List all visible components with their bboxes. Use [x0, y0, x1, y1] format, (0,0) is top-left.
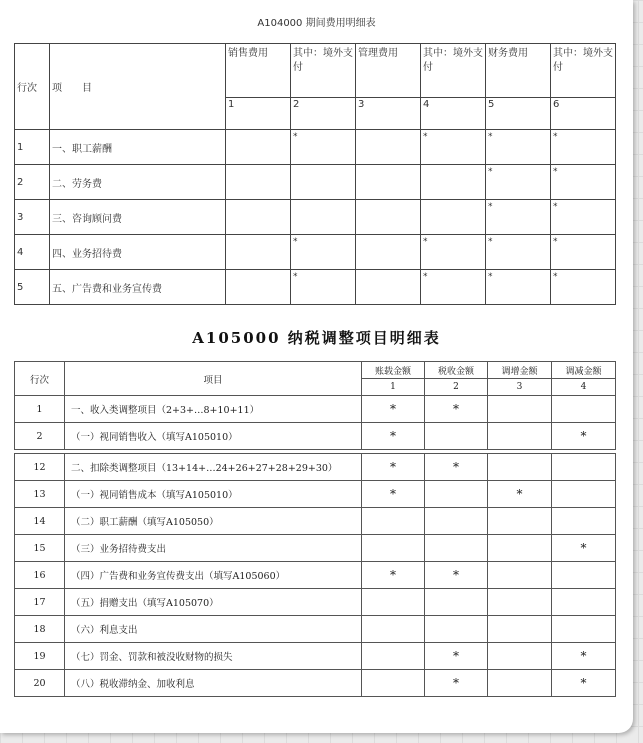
header-decrease-amount: 调减金额 — [552, 362, 616, 379]
header-admin: 管理费用 — [356, 44, 421, 98]
value-cell — [356, 200, 421, 235]
item-cell: （六）利息支出 — [65, 616, 362, 643]
row-number-cell: 13 — [15, 481, 65, 508]
row-number-cell: 19 — [15, 643, 65, 670]
table-row — [15, 643, 616, 670]
value-cell — [425, 535, 488, 562]
value-cell: * — [362, 562, 425, 589]
value-cell: * — [486, 165, 551, 200]
value-cell — [488, 508, 552, 535]
header-row-no: 行次 — [15, 44, 50, 130]
item-cell: 三、咨询顾问费 — [50, 200, 226, 235]
table1-title: A104000 期间费用明细表 — [257, 18, 376, 29]
value-cell — [488, 454, 552, 481]
value-cell — [356, 270, 421, 305]
value-cell — [291, 165, 356, 200]
value-cell: * — [551, 235, 616, 270]
value-cell — [356, 165, 421, 200]
value-cell: * — [362, 481, 425, 508]
value-cell: * — [552, 670, 616, 697]
value-cell: * — [291, 270, 356, 305]
row-number-cell: 14 — [15, 508, 65, 535]
row-number-cell: 1 — [15, 130, 50, 165]
tax-adjustment-table — [14, 361, 616, 697]
row-number-cell: 2 — [15, 423, 65, 450]
value-cell: * — [551, 130, 616, 165]
value-cell — [552, 616, 616, 643]
value-cell: * — [425, 643, 488, 670]
table-row — [15, 396, 616, 423]
value-cell — [552, 508, 616, 535]
value-cell: * — [362, 423, 425, 450]
item-cell: 一、收入类调整项目（2+3+…8+10+11） — [65, 396, 362, 423]
header-sales-overseas: 其中：境外支付 — [291, 44, 356, 98]
table-row — [15, 670, 616, 697]
table-row — [15, 454, 616, 481]
value-cell — [421, 200, 486, 235]
item-cell: 四、业务招待费 — [50, 235, 226, 270]
value-cell: * — [552, 535, 616, 562]
col-number: 1 — [362, 379, 425, 396]
col-number: 2 — [425, 379, 488, 396]
table-row — [15, 508, 616, 535]
row-number-cell: 5 — [15, 270, 50, 305]
value-cell: * — [551, 200, 616, 235]
item-cell: （一）视同销售成本（填写A105010） — [65, 481, 362, 508]
value-cell — [226, 270, 291, 305]
col-number: 4 — [421, 98, 486, 130]
row-number-cell: 4 — [15, 235, 50, 270]
item-cell: （三）业务招待费支出 — [65, 535, 362, 562]
value-cell — [425, 508, 488, 535]
value-cell — [362, 616, 425, 643]
value-cell — [552, 589, 616, 616]
header-item: 项 目 — [50, 44, 226, 130]
header-finance-overseas: 其中：境外支付 — [551, 44, 616, 98]
value-cell: * — [486, 130, 551, 165]
item-cell: 五、广告费和业务宣传费 — [50, 270, 226, 305]
item-cell: （四）广告费和业务宣传费支出（填写A105060） — [65, 562, 362, 589]
value-cell — [362, 508, 425, 535]
header-increase-amount: 调增金额 — [488, 362, 552, 379]
value-cell — [488, 670, 552, 697]
item-cell: 二、扣除类调整项目（13+14+…24+26+27+28+29+30） — [65, 454, 362, 481]
value-cell — [362, 589, 425, 616]
value-cell: * — [551, 165, 616, 200]
value-cell — [425, 589, 488, 616]
value-cell: * — [486, 200, 551, 235]
header-finance: 财务费用 — [486, 44, 551, 98]
table2-title: A105000 纳税调整项目明细表 — [192, 329, 441, 347]
value-cell: * — [551, 270, 616, 305]
header-book-amount: 账载金额 — [362, 362, 425, 379]
col-number: 3 — [488, 379, 552, 396]
value-cell: * — [425, 670, 488, 697]
item-cell: （二）职工薪酬（填写A105050） — [65, 508, 362, 535]
value-cell — [552, 396, 616, 423]
header-tax-amount: 税收金额 — [425, 362, 488, 379]
value-cell — [488, 423, 552, 450]
table-row — [15, 481, 616, 508]
value-cell — [488, 562, 552, 589]
item-cell: 二、劳务费 — [50, 165, 226, 200]
value-cell: * — [362, 396, 425, 423]
table-row — [15, 165, 616, 200]
header-sales: 销售费用 — [226, 44, 291, 98]
value-cell: * — [552, 643, 616, 670]
value-cell — [291, 200, 356, 235]
value-cell — [488, 535, 552, 562]
value-cell — [425, 616, 488, 643]
value-cell — [421, 165, 486, 200]
item-cell: 一、职工薪酬 — [50, 130, 226, 165]
item-cell: （七）罚金、罚款和被没收财物的损失 — [65, 643, 362, 670]
value-cell: * — [425, 562, 488, 589]
table-row — [15, 270, 616, 305]
value-cell — [356, 130, 421, 165]
value-cell — [226, 200, 291, 235]
value-cell: * — [291, 130, 356, 165]
header-row-no: 行次 — [15, 362, 65, 396]
value-cell — [362, 670, 425, 697]
value-cell: * — [421, 130, 486, 165]
table-row — [15, 130, 616, 165]
value-cell: * — [362, 454, 425, 481]
value-cell — [362, 535, 425, 562]
value-cell: * — [488, 481, 552, 508]
value-cell — [226, 235, 291, 270]
item-cell: （八）税收滞纳金、加收利息 — [65, 670, 362, 697]
table-row — [15, 616, 616, 643]
value-cell — [488, 396, 552, 423]
table2-header-row — [15, 362, 616, 379]
col-number: 5 — [486, 98, 551, 130]
table-row — [15, 535, 616, 562]
value-cell — [226, 165, 291, 200]
value-cell — [356, 235, 421, 270]
header-item: 项目 — [65, 362, 362, 396]
value-cell — [226, 130, 291, 165]
col-number: 2 — [291, 98, 356, 130]
value-cell — [425, 423, 488, 450]
row-number-cell: 16 — [15, 562, 65, 589]
table-row — [15, 200, 616, 235]
col-number: 1 — [226, 98, 291, 130]
value-cell: * — [486, 235, 551, 270]
row-number-cell: 3 — [15, 200, 50, 235]
value-cell — [488, 589, 552, 616]
table1-header-row — [15, 44, 616, 98]
expense-detail-table — [14, 43, 616, 305]
value-cell: * — [486, 270, 551, 305]
value-cell — [552, 481, 616, 508]
value-cell — [552, 454, 616, 481]
row-number-cell: 18 — [15, 616, 65, 643]
value-cell: * — [291, 235, 356, 270]
row-number-cell: 15 — [15, 535, 65, 562]
col-number: 3 — [356, 98, 421, 130]
row-number-cell: 12 — [15, 454, 65, 481]
col-number: 4 — [552, 379, 616, 396]
row-number-cell: 17 — [15, 589, 65, 616]
value-cell — [488, 643, 552, 670]
col-number: 6 — [551, 98, 616, 130]
table-row — [15, 423, 616, 450]
row-number-cell: 20 — [15, 670, 65, 697]
value-cell — [362, 643, 425, 670]
row-number-cell: 1 — [15, 396, 65, 423]
value-cell: * — [552, 423, 616, 450]
table-row — [15, 589, 616, 616]
item-cell: （一）视同销售收入（填写A105010） — [65, 423, 362, 450]
row-number-cell: 2 — [15, 165, 50, 200]
value-cell — [552, 562, 616, 589]
header-admin-overseas: 其中：境外支付 — [421, 44, 486, 98]
table-row — [15, 562, 616, 589]
item-cell: （五）捐赠支出（填写A105070） — [65, 589, 362, 616]
value-cell: * — [421, 270, 486, 305]
value-cell: * — [425, 396, 488, 423]
value-cell — [488, 616, 552, 643]
value-cell: * — [421, 235, 486, 270]
table-row — [15, 235, 616, 270]
value-cell — [425, 481, 488, 508]
value-cell: * — [425, 454, 488, 481]
